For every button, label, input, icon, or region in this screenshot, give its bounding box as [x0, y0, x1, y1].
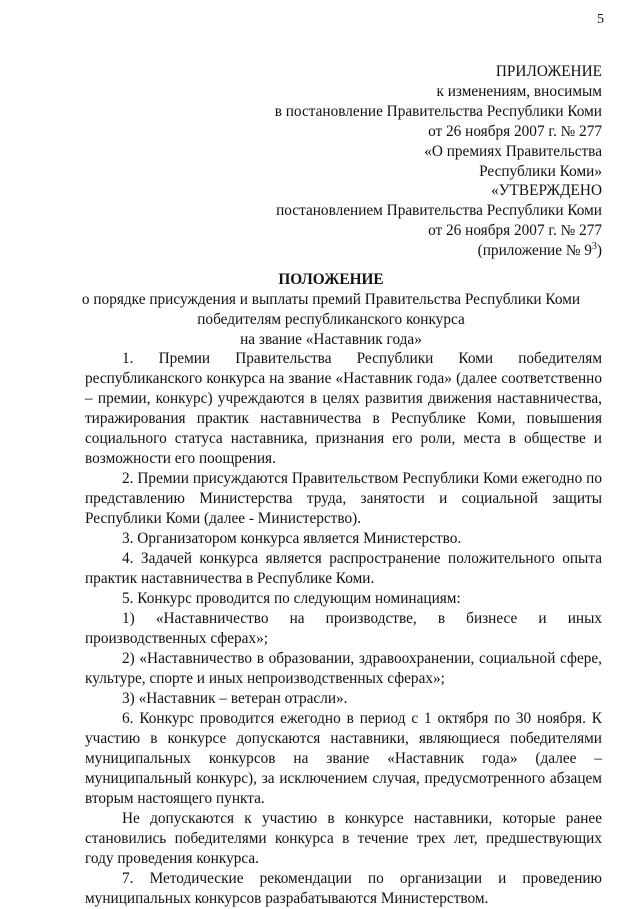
approval-line: от 26 ноября 2007 г. № 277 — [428, 222, 602, 239]
approval-block — [276, 181, 602, 261]
appendix-line: в постановление Правительства Республики Коми — [274, 103, 602, 120]
paragraph: Не допускаются к участию в конкурсе наставники, которые ранее становились победителями конкурса в течение трех лет, предшествующих году проведения конкурса. — [85, 810, 602, 867]
paragraph: 6. Конкурс проводится ежегодно в период с 1 октября по 30 ноября. К участию в конкурсе допускаются наставники, являющиеся победителями муниципальных конкурсов на звание «Наставник года» (далее – муниципальный конкурс), за исключением случая, предусмотренного абзацем вторым настоящего пункта. — [85, 710, 602, 807]
document-body — [85, 349, 602, 909]
document-subtitle-line: победителям республиканского конкурса — [197, 311, 465, 328]
document-subtitle-line: на звание «Наставник года» — [240, 331, 422, 348]
paragraph: 4. Задачей конкурса является распространение положительного опыта практик наставничества в Республике Коми. — [85, 550, 602, 587]
document-title: ПОЛОЖЕНИЕ — [278, 271, 384, 288]
approval-line: постановлением Правительства Республики Коми — [276, 202, 602, 219]
document-subtitle-line: о порядке присуждения и выплаты премий Правительства Республики Коми — [81, 291, 581, 308]
appendix-line: Республики Коми» — [479, 163, 602, 180]
paragraph: 2) «Наставничество в образовании, здравоохранении, социальной сфере, культуре, спорте и иных непроизводственных сферах»; — [85, 650, 602, 687]
page-number: 5 — [597, 12, 604, 27]
appendix-line: к изменениям, вносимым — [436, 83, 602, 100]
appendix-header — [275, 62, 602, 182]
appendix-title: ПРИЛОЖЕНИЕ — [495, 63, 602, 80]
paragraph: 3. Организатором конкурса является Министерство. — [122, 530, 462, 547]
paragraph: 3) «Наставник – ветеран отрасли». — [122, 690, 348, 707]
paragraph: 1. Премии Правительства Республики Коми победителям республиканского конкурса на звание «Наставник года» (далее соответственно – премии, конкурс) учреждаются в целях развития движения наставничества, тиражирования практик наставничества в Республике Коми, повышения социального статуса наставника, признания его роли, места в обществе и возможности его поощрения. — [85, 350, 602, 467]
appendix-line: «О премиях Правительства — [424, 143, 602, 160]
document-heading — [60, 270, 602, 350]
superscript: 3 — [591, 240, 597, 252]
paragraph: 2. Премии присуждаются Правительством Республики Коми ежегодно по представлению Министерства труда, занятости и социальной защиты Республики Коми (далее - Министерство). — [85, 470, 602, 527]
paragraph: 7. Методические рекомендации по организации и проведению муниципальных конкурсов разрабатываются Министерством. — [85, 870, 602, 907]
paragraph: 1) «Наставничество на производстве, в бизнесе и иных производственных сферах»; — [85, 610, 602, 647]
appendix-line: от 26 ноября 2007 г. № 277 — [428, 123, 602, 140]
approval-appendix-ref: (приложение № $9^3$) — [477, 240, 602, 259]
approval-line: «УТВЕРЖДЕНО — [491, 182, 602, 199]
paragraph: 5. Конкурс проводится по следующим номинациям: — [122, 590, 461, 607]
